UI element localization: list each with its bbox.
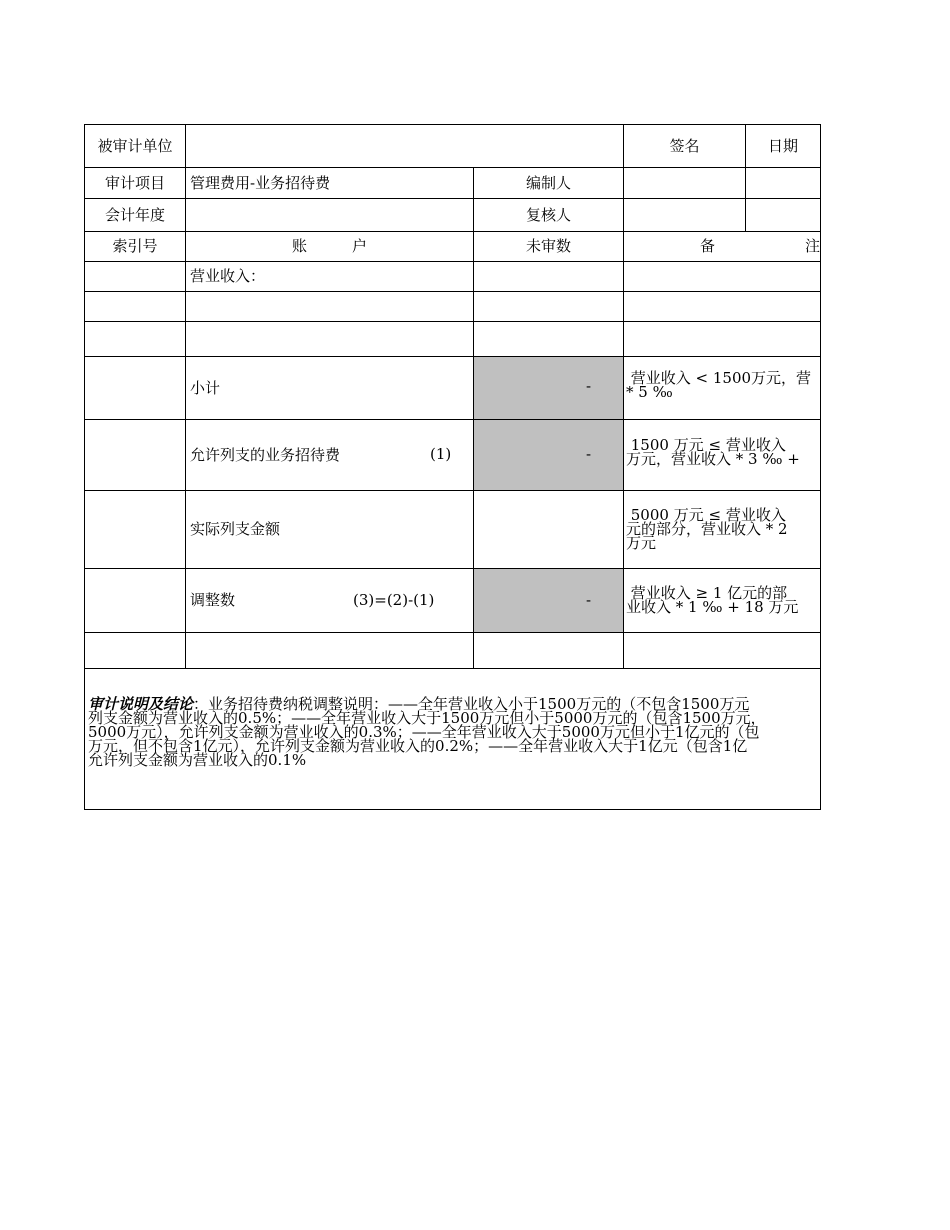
allowed-expense-label: 允许列支的业务招待费 <box>190 445 341 464</box>
remark-tier-2-line-2: 万元，营业收入 * 3 ‰ + <box>626 450 800 468</box>
adjustment-value: - <box>586 591 592 609</box>
conclusion-label: 审计说明及结论 <box>88 695 194 713</box>
subtotal-shade <box>474 357 623 419</box>
signature-label: 签名 <box>669 136 700 155</box>
remark-tier-2 <box>626 438 821 466</box>
fiscal-year-field[interactable] <box>186 199 473 231</box>
revenue-label: 营业收入： <box>190 267 266 285</box>
remark-tier-4-line-2: 业收入 * 1 ‰ + 18 万元 <box>626 598 799 616</box>
adjustment-label: 调整数 <box>190 591 236 609</box>
allowed-expense-value: - <box>586 445 592 463</box>
grid-line <box>84 632 821 633</box>
fiscal-year-label: 会计年度 <box>104 205 165 224</box>
conclusion-text-5: 允许列支金额为营业收入的0.1% <box>88 751 307 769</box>
conclusion-text-4: 万元，但不包含1亿元），允许列支金额为营业收入的0.2%；——全年营业收入大于1亿元（包含1亿 <box>88 737 748 755</box>
audited-unit-label: 被审计单位 <box>97 136 173 155</box>
subtotal-label: 小计 <box>190 378 221 397</box>
grid-line <box>84 291 821 292</box>
reviewer-label: 复核人 <box>525 205 571 224</box>
date-label: 日期 <box>767 136 798 155</box>
allowed-shade <box>474 420 623 490</box>
actual-expense-field[interactable] <box>474 491 623 568</box>
audit-item-value[interactable]: 管理费用-业务招待费 <box>190 173 331 192</box>
grid-line <box>84 321 821 322</box>
remark-tier-4-line-1: 营业收入 ≥ 1 亿元的部 <box>626 584 788 602</box>
reviewer-date-field[interactable] <box>746 199 820 231</box>
conclusion-text-1: ：业务招待费纳税调整说明：——全年营业收入小于1500万元的（不包含1500万元 <box>193 695 750 713</box>
adjust-shade <box>474 569 623 632</box>
remark-tier-3-line-1: 5000 万元 ≤ 营业收入 <box>626 506 786 524</box>
column-header-account: 账 户 <box>291 237 367 255</box>
conclusion-text-2: 列支金额为营业收入的0.5%；——全年营业收入大于1500万元但小于5000万元的（包含1500万元， <box>88 709 766 727</box>
remark-tier-3 <box>626 508 821 550</box>
allowed-expense-tag: (1) <box>430 445 452 463</box>
audit-item-label: 审计项目 <box>104 173 165 192</box>
audit-conclusion <box>88 697 821 767</box>
preparer-label: 编制人 <box>525 173 571 192</box>
subtotal-value: - <box>586 377 592 395</box>
remark-tier-2-line-1: 1500 万元 ≤ 营业收入 <box>626 436 786 454</box>
adjustment-formula: (3)=(2)-(1) <box>353 591 435 609</box>
preparer-signature-field[interactable] <box>624 168 745 198</box>
column-header-remarks: 备 注 <box>700 237 821 255</box>
remark-tier-1-line-2: * 5 ‰ <box>626 383 673 401</box>
remark-tier-1-line-1: 营业收入 < 1500万元，营 <box>626 369 812 387</box>
remark-tier-1 <box>626 371 821 399</box>
remark-tier-3-line-2: 元的部分，营业收入 * 2 <box>626 520 788 538</box>
grid-line <box>84 668 821 669</box>
actual-expense-label: 实际列支金额 <box>190 520 281 538</box>
audited-unit-field[interactable] <box>186 125 623 167</box>
remark-tier-4 <box>626 586 821 614</box>
reviewer-signature-field[interactable] <box>624 199 745 231</box>
column-header-index: 索引号 <box>112 237 158 255</box>
remark-tier-3-line-3: 万元 <box>626 534 657 552</box>
preparer-date-field[interactable] <box>746 168 820 198</box>
grid-line <box>84 809 821 810</box>
column-header-unaudited: 未审数 <box>525 237 571 255</box>
conclusion-text-3: 5000万元），允许列支金额为营业收入的0.3%；——全年营业收入大于5000万元但小于1亿元的（包 <box>88 723 760 741</box>
